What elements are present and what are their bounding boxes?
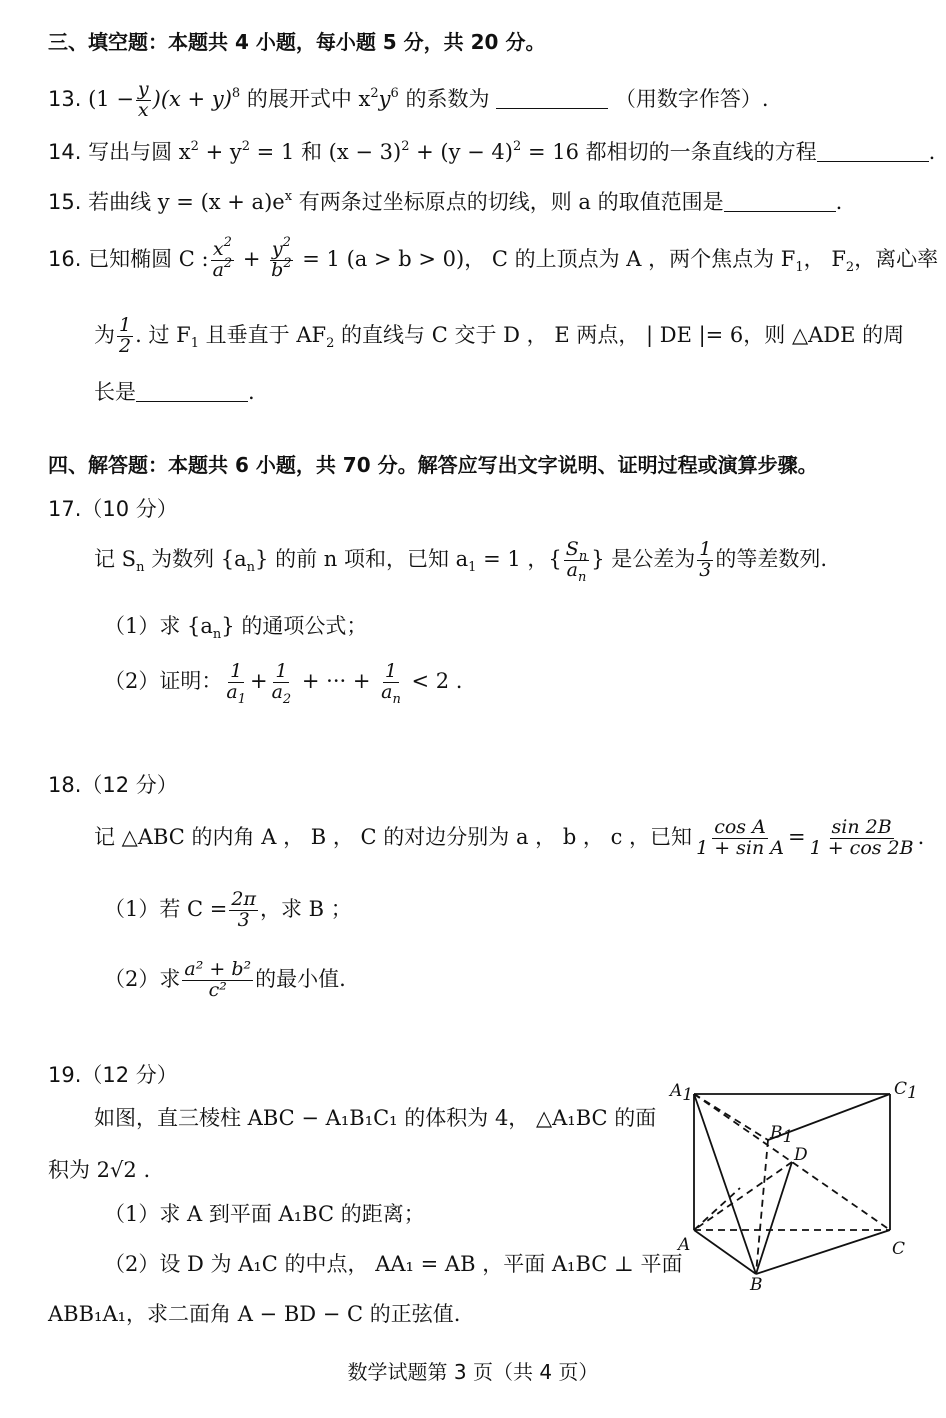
q17-f2s: 2 (282, 691, 292, 707)
q19-part2: （2）设 D 为 A₁C 的中点， AA₁ = AB ，平面 A₁BC ⊥ 平面 (104, 1252, 683, 1276)
q17-frac-third (697, 540, 713, 581)
q16-tail: ，离心率 (854, 246, 939, 271)
q18-a: 记 △ABC 的内角 A ， B ， C 的对边分别为 a ， b ， c ，已知 (94, 824, 693, 849)
q17-dots: + ··· + (295, 668, 378, 693)
q18-header: 18.（12 分） (48, 773, 178, 797)
q18-frac-ab-c (182, 960, 253, 1001)
q16-number: 16. (48, 246, 82, 271)
section3-header: 三、填空题：本题共 4 小题，每小题 5 分，共 20 分。 (48, 30, 546, 54)
q19-part1: （1）求 A 到平面 A₁BC 的距离； (104, 1202, 425, 1226)
q13-e2: 2 (370, 85, 379, 101)
q16-l2a: 为 (94, 322, 115, 347)
q14-answer-blank[interactable] (817, 141, 929, 162)
label-b1: B1 (770, 1123, 794, 1147)
q16-half-den: 2 (119, 334, 132, 357)
q13-frac-den: x (137, 98, 149, 121)
q17-frac-n (379, 660, 403, 707)
q17-p1-sub: n (212, 627, 222, 642)
q17-fd (565, 558, 589, 585)
q17-third-num: 1 (699, 538, 712, 560)
q16-sq3: 2 (282, 235, 291, 250)
q16-l2-s2: 2 (326, 335, 335, 351)
segment-a1b (694, 1094, 756, 1274)
edge-ab (694, 1230, 756, 1274)
q16-frac-y (269, 235, 293, 281)
q16-fy-den (269, 255, 293, 281)
q17-part1 (104, 614, 368, 642)
q17-p2a: （2）证明： (104, 668, 223, 693)
q16-l2c: 且垂直于 AF (198, 322, 327, 347)
q17-c: } 的前 n 项和，已知 a (255, 546, 469, 571)
q16-text-a: 已知椭圆 C : (88, 246, 209, 271)
q15-text-a: 若曲线 y = (x + a)e (88, 190, 285, 214)
question-16-line2 (94, 316, 904, 357)
question-15 (48, 190, 842, 215)
q14-end: . (928, 140, 936, 164)
q17-frac-sn-an (564, 538, 589, 585)
question-13 (48, 80, 769, 121)
q18-p2n: a² + b² (184, 958, 252, 980)
q17-fd-a: a (566, 558, 578, 581)
q17-sn: n (136, 559, 145, 575)
q17-part2: （2）证明： $\frac{1}{a_1}$ + $\frac{1}{a_2}$ + ··· + $\frac{1}{a_n}$ < 2 . (104, 660, 463, 707)
q16-rest: = 1 (a > b > 0)， C 的上顶点为 A ，两个焦点为 F (295, 246, 796, 271)
question-16-line1 (48, 235, 939, 281)
q17-a: 记 S (94, 546, 137, 571)
q18-statement (94, 818, 924, 859)
q17-f2n: 1 (275, 660, 288, 682)
q17-fns: n (392, 691, 401, 707)
q17-fn-s: S (565, 538, 579, 560)
prism-figure (668, 1078, 918, 1293)
q17-f2d (270, 680, 294, 707)
q16-comma: ， F (803, 246, 846, 271)
q18-p1n: 2π (231, 888, 256, 910)
q17-fnd (379, 680, 403, 707)
q13-exp: 8 (231, 85, 241, 101)
q13-y: y (378, 86, 391, 111)
q16-end: . (248, 380, 255, 404)
q13-fraction (136, 80, 151, 121)
q18-f1n: cos A (714, 816, 766, 838)
q16-half-num: 1 (119, 314, 132, 336)
q17-fd-sub: n (577, 569, 587, 585)
q14-text-e: = 16 都相切的一条直线的方程 (521, 140, 817, 164)
q15-answer-blank[interactable] (724, 191, 836, 212)
q18-part2 (104, 960, 346, 1001)
q15-number: 15. (48, 190, 82, 214)
page-footer: 数学试题第 3 页（共 4 页） (347, 1360, 599, 1384)
q16-s2: 2 (845, 259, 855, 275)
q17-frac-2 (270, 660, 294, 707)
q14-e4: 2 (513, 139, 522, 154)
q16-frac-x (211, 235, 235, 281)
q18-f2n: sin 2B (831, 816, 892, 838)
q18-f2d: 1 + cos 2B (809, 836, 914, 859)
q16-b: b (271, 258, 284, 281)
q15-end: . (835, 190, 843, 214)
q18-p2d: c² (208, 978, 227, 1001)
q17-f1n: 1 (230, 660, 243, 682)
q18-end: . (917, 824, 925, 849)
q19-line1: 如图，直三棱柱 ABC − A₁B₁C₁ 的体积为 4， △A₁BC 的面 (94, 1106, 657, 1130)
q18-p2a: （2）求 (104, 966, 181, 991)
q18-p1a: （1）若 C = (104, 896, 228, 921)
label-b: B (750, 1275, 763, 1293)
q14-number: 14. (48, 140, 82, 164)
q17-fn-sub: n (578, 549, 588, 564)
q13-note: （用数字作答）. (614, 86, 769, 111)
q14-e2: 2 (241, 139, 250, 154)
q16-frac-half (117, 316, 133, 357)
q14-text-d: + (y − 4) (409, 140, 513, 164)
q16-y: y (271, 238, 283, 260)
q17-p1a: （1）求 {a (104, 614, 213, 638)
q16-x: x (212, 238, 224, 260)
q17-e: } 是公差为 (591, 546, 696, 571)
q15-ex: x (284, 189, 293, 204)
q16-l2-s1: 1 (190, 335, 199, 351)
q13-tail: 的系数为 (398, 86, 490, 111)
q13-frac-num: y (137, 78, 149, 100)
q18-part1 (104, 890, 352, 931)
q18-f1d: 1 + sin A (696, 836, 784, 859)
label-a: A (678, 1235, 691, 1255)
q16-sq4: 2 (283, 255, 292, 271)
q16-sq1: 2 (223, 235, 232, 250)
q18-p1b: ，求 B ； (259, 896, 352, 921)
q17-f1a: a (226, 680, 238, 703)
q17-b: 为数列 {a (144, 546, 247, 571)
q18-frac-left (694, 818, 786, 859)
q16-l2d: 的直线与 C 交于 D ， E 两点， | DE |= 6，则 △ADE 的周 (334, 322, 905, 347)
q17-fnn: 1 (384, 660, 398, 682)
q16-l3: 长是 (94, 380, 136, 404)
q13-expr: )(x + y) (152, 86, 232, 111)
q18-frac-2pi3 (229, 890, 258, 931)
q13-answer-blank[interactable] (496, 88, 608, 109)
q17-f2a: a (271, 680, 283, 703)
q17-third-den: 3 (699, 558, 712, 581)
q19-part2-cont: ABB₁A₁，求二面角 A − BD − C 的正弦值. (48, 1302, 461, 1326)
section4-header: 四、解答题：本题共 6 小题，共 70 分。解答应写出文字说明、证明过程或演算步骤。 (48, 453, 818, 477)
q17-f: 的等差数列. (715, 546, 828, 571)
q14-e1: 2 (190, 139, 199, 154)
label-c1: C1 (894, 1079, 918, 1103)
edge-bc (756, 1230, 890, 1274)
q14-e3: 2 (401, 139, 410, 154)
q16-a: a (212, 258, 224, 281)
segment-ad (694, 1162, 792, 1230)
q17-f1d (224, 680, 248, 707)
q14-text-b: + y (198, 140, 242, 164)
q15-text-b: 有两条过坐标原点的切线，则 a 的取值范围是 (292, 190, 724, 214)
q16-plus: + (236, 246, 268, 271)
q17-fna: a (381, 680, 393, 703)
q18-frac-right (808, 818, 916, 859)
q16-fx-den (211, 255, 235, 281)
q13-pre: (1 − (88, 86, 134, 111)
question-16-line3 (94, 380, 255, 405)
q17-a1sub: 1 (468, 559, 477, 575)
q13-number: 13. (48, 86, 82, 111)
q14-text-a: 写出与圆 x (88, 140, 191, 164)
q19-line2: 积为 2√2 . (48, 1158, 151, 1182)
q18-eq: = (787, 824, 806, 849)
q17-statement (94, 538, 828, 585)
q17-p2b: < 2 . (404, 668, 463, 693)
q16-sq2: 2 (223, 255, 233, 271)
q16-answer-blank[interactable] (136, 381, 248, 402)
q17-header: 17.（10 分） (48, 497, 178, 521)
q17-an: n (246, 559, 256, 575)
q13-e6: 6 (390, 85, 399, 101)
q17-p1b: } 的通项公式； (221, 614, 368, 638)
q17-d: = 1 ，{ (476, 546, 562, 571)
label-c: C (892, 1239, 906, 1259)
q18-p1d: 3 (237, 908, 250, 931)
q17-f1s: 1 (237, 691, 246, 707)
q14-text-c: = 1 和 (x − 3) (250, 140, 402, 164)
q16-l2b: . 过 F (135, 322, 191, 347)
q17-fn (564, 538, 589, 564)
question-14 (48, 140, 935, 165)
q19-header: 19.（12 分） (48, 1063, 178, 1087)
q13-mid: 的展开式中 x (240, 86, 371, 111)
q16-s1: 1 (795, 259, 804, 275)
label-a1: A1 (670, 1081, 694, 1105)
q17-frac-1 (224, 660, 248, 707)
label-d: D (794, 1145, 808, 1165)
q18-p2b: 的最小值. (255, 966, 346, 991)
